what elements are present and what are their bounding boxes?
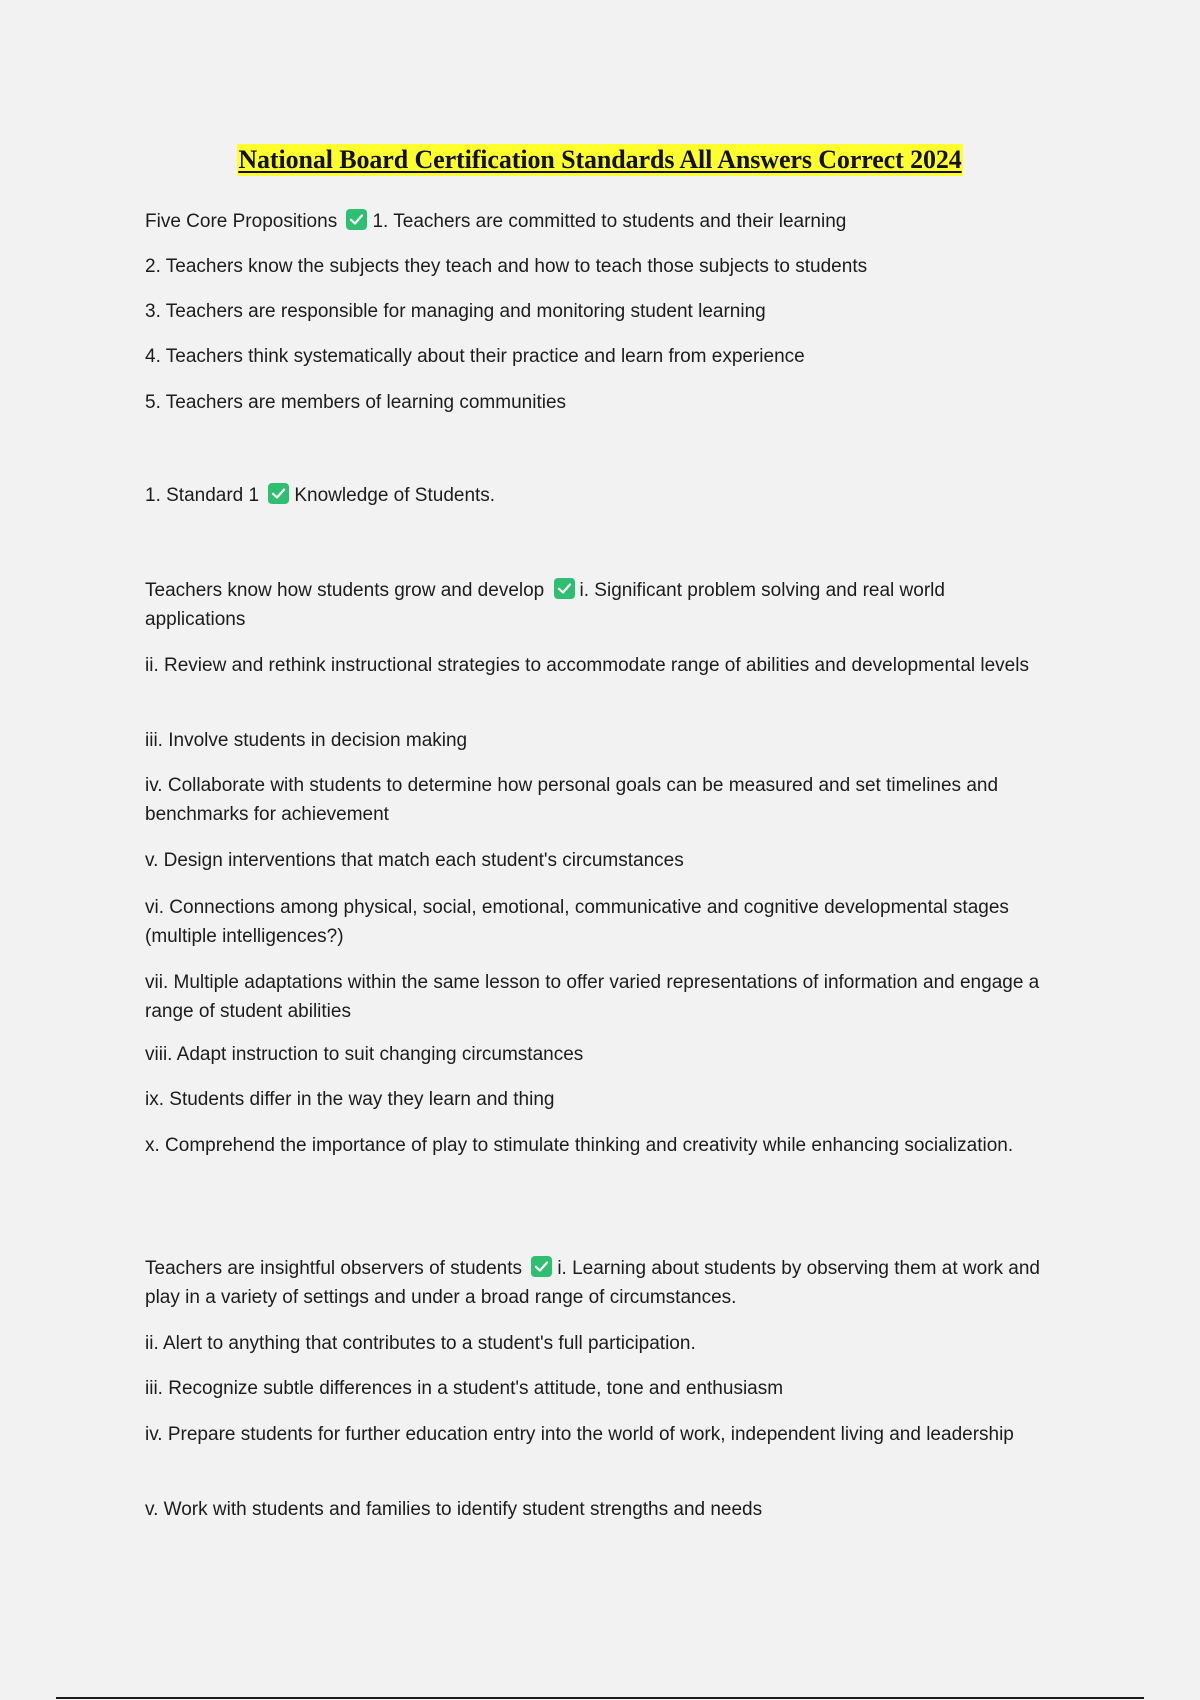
question-prompt: Teachers are insightful observers of students (145, 1258, 523, 1279)
list-item: 4. Teachers think systematically about their practice and learn from experience (145, 346, 805, 367)
check-mark-icon (346, 209, 367, 230)
list-item: iii. Involve students in decision making (145, 730, 468, 751)
check-mark-icon (268, 483, 289, 504)
check-mark-icon (531, 1256, 552, 1277)
list-item: v. Work with students and families to identify student strengths and needs (145, 1499, 763, 1520)
answer-text: Knowledge of Students. (294, 485, 496, 506)
document-title: National Board Certification Standards All Answers Correct 2024 (238, 145, 962, 174)
question-five-core-propositions (145, 207, 1045, 236)
list-item: iv. Collaborate with students to determine how personal goals can be measured and set timelines and benchmarks for achievement (145, 775, 999, 825)
list-item: ix. Students differ in the way they learn and thing (145, 1089, 555, 1110)
question-prompt: Teachers know how students grow and develop (145, 580, 545, 601)
list-item: 3. Teachers are responsible for managing and monitoring student learning (145, 301, 766, 322)
list-item: x. Comprehend the importance of play to stimulate thinking and creativity while enhancing socialization. (145, 1135, 1014, 1156)
list-item: iii. Recognize subtle differences in a student's attitude, tone and enthusiasm (145, 1378, 784, 1399)
list-item: vii. Multiple adaptations within the same lesson to offer varied representations of information and engage a range of student abilities (145, 972, 1040, 1022)
title-container (0, 144, 1200, 176)
list-item: 5. Teachers are members of learning communities (145, 392, 567, 413)
question-insightful-observers (145, 1254, 1045, 1312)
answer-text: i. Significant problem solving and real world applications (145, 580, 945, 630)
list-item: viii. Adapt instruction to suit changing circumstances (145, 1044, 584, 1065)
question-prompt: Five Core Propositions (145, 211, 338, 232)
question-prompt: 1. Standard 1 (145, 485, 260, 506)
footer-divider (56, 1697, 1144, 1699)
answer-text: i. Learning about students by observing them at work and play in a variety of settings and under a broad range of circumstances. (145, 1258, 1040, 1308)
answer-text: 1. Teachers are committed to students and their learning (372, 211, 847, 232)
list-item: ii. Review and rethink instructional strategies to accommodate range of abilities and developmental levels (145, 655, 1029, 676)
list-item: iv. Prepare students for further education entry into the world of work, independent living and leadership (145, 1424, 1014, 1445)
list-item: vi. Connections among physical, social, emotional, communicative and cognitive developmental stages (multiple intelligences?) (145, 897, 1009, 947)
question-grow-and-develop (145, 576, 1045, 634)
question-standard-1 (145, 481, 1045, 510)
list-item: v. Design interventions that match each student's circumstances (145, 850, 684, 871)
check-mark-icon (554, 578, 575, 599)
list-item: 2. Teachers know the subjects they teach and how to teach those subjects to students (145, 256, 868, 277)
list-item: ii. Alert to anything that contributes to a student's full participation. (145, 1333, 696, 1354)
